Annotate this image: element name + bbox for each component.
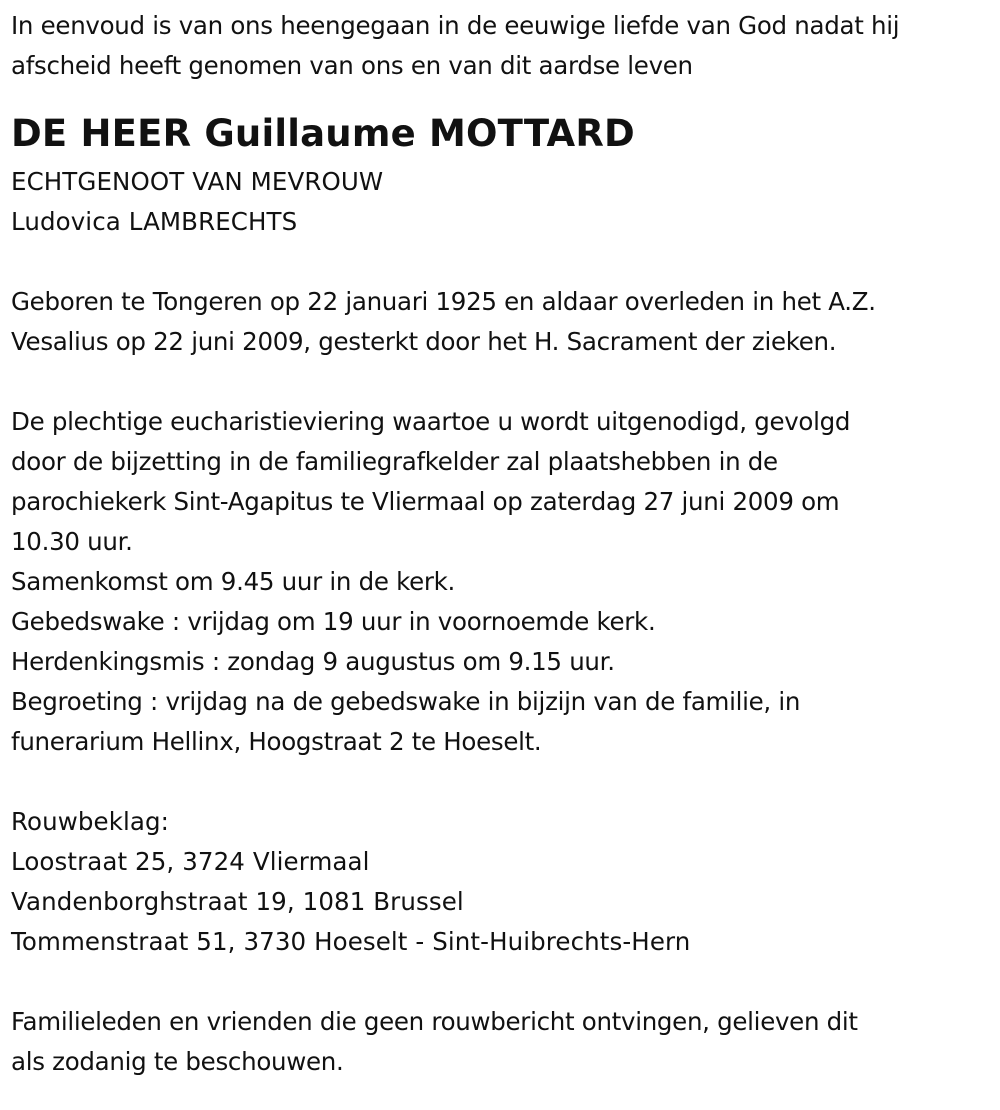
condolence-address: Tommenstraat 51, 3730 Hoeselt - Sint-Huibrechts-Hern	[11, 927, 691, 956]
deceased-name: DE HEER Guillaume MOTTARD	[11, 112, 635, 155]
ceremony-line: Gebedswake : vrijdag om 19 uur in voornoemde kerk.	[11, 607, 656, 636]
intro-line: afscheid heeft genomen van ons en van dit aardse leven	[11, 51, 693, 80]
ceremony-line: 10.30 uur.	[11, 527, 133, 556]
spouse-name: Ludovica LAMBRECHTS	[11, 207, 298, 236]
condolences-label: Rouwbeklag:	[11, 807, 170, 836]
ceremony-line: Begroeting : vrijdag na de gebedswake in bijzijn van de familie, in	[11, 687, 801, 716]
ceremony-line: funerarium Hellinx, Hoogstraat 2 te Hoeselt.	[11, 727, 542, 756]
closing-line: Familieleden en vrienden die geen rouwbericht ontvingen, gelieven dit	[11, 1007, 858, 1036]
ceremony-line: Herdenkingsmis : zondag 9 augustus om 9.15 uur.	[11, 647, 615, 676]
intro-line: In eenvoud is van ons heengegaan in de eeuwige liefde van God nadat hij	[11, 11, 900, 40]
condolences-section	[11, 802, 996, 962]
condolence-address: Vandenborghstraat 19, 1081 Brussel	[11, 887, 464, 916]
intro-paragraph	[11, 6, 996, 86]
closing-paragraph	[11, 1002, 996, 1082]
ceremony-line: De plechtige eucharistieviering waartoe u wordt uitgenodigd, gevolgd	[11, 407, 851, 436]
birth-death-paragraph	[11, 282, 996, 362]
closing-line: als zodanig te beschouwen.	[11, 1047, 344, 1076]
obituary-notice	[11, 6, 996, 1082]
ceremony-line: Samenkomst om 9.45 uur in de kerk.	[11, 567, 456, 596]
spouse-title: ECHTGENOOT VAN MEVROUW	[11, 167, 384, 196]
ceremony-paragraph	[11, 402, 996, 762]
condolence-address: Loostraat 25, 3724 Vliermaal	[11, 847, 370, 876]
ceremony-line: parochiekerk Sint-Agapitus te Vliermaal op zaterdag 27 juni 2009 om	[11, 487, 840, 516]
ceremony-line: door de bijzetting in de familiegrafkelder zal plaatshebben in de	[11, 447, 778, 476]
birth-death-line: Vesalius op 22 juni 2009, gesterkt door het H. Sacrament der zieken.	[11, 327, 837, 356]
birth-death-line: Geboren te Tongeren op 22 januari 1925 en aldaar overleden in het A.Z.	[11, 287, 876, 316]
